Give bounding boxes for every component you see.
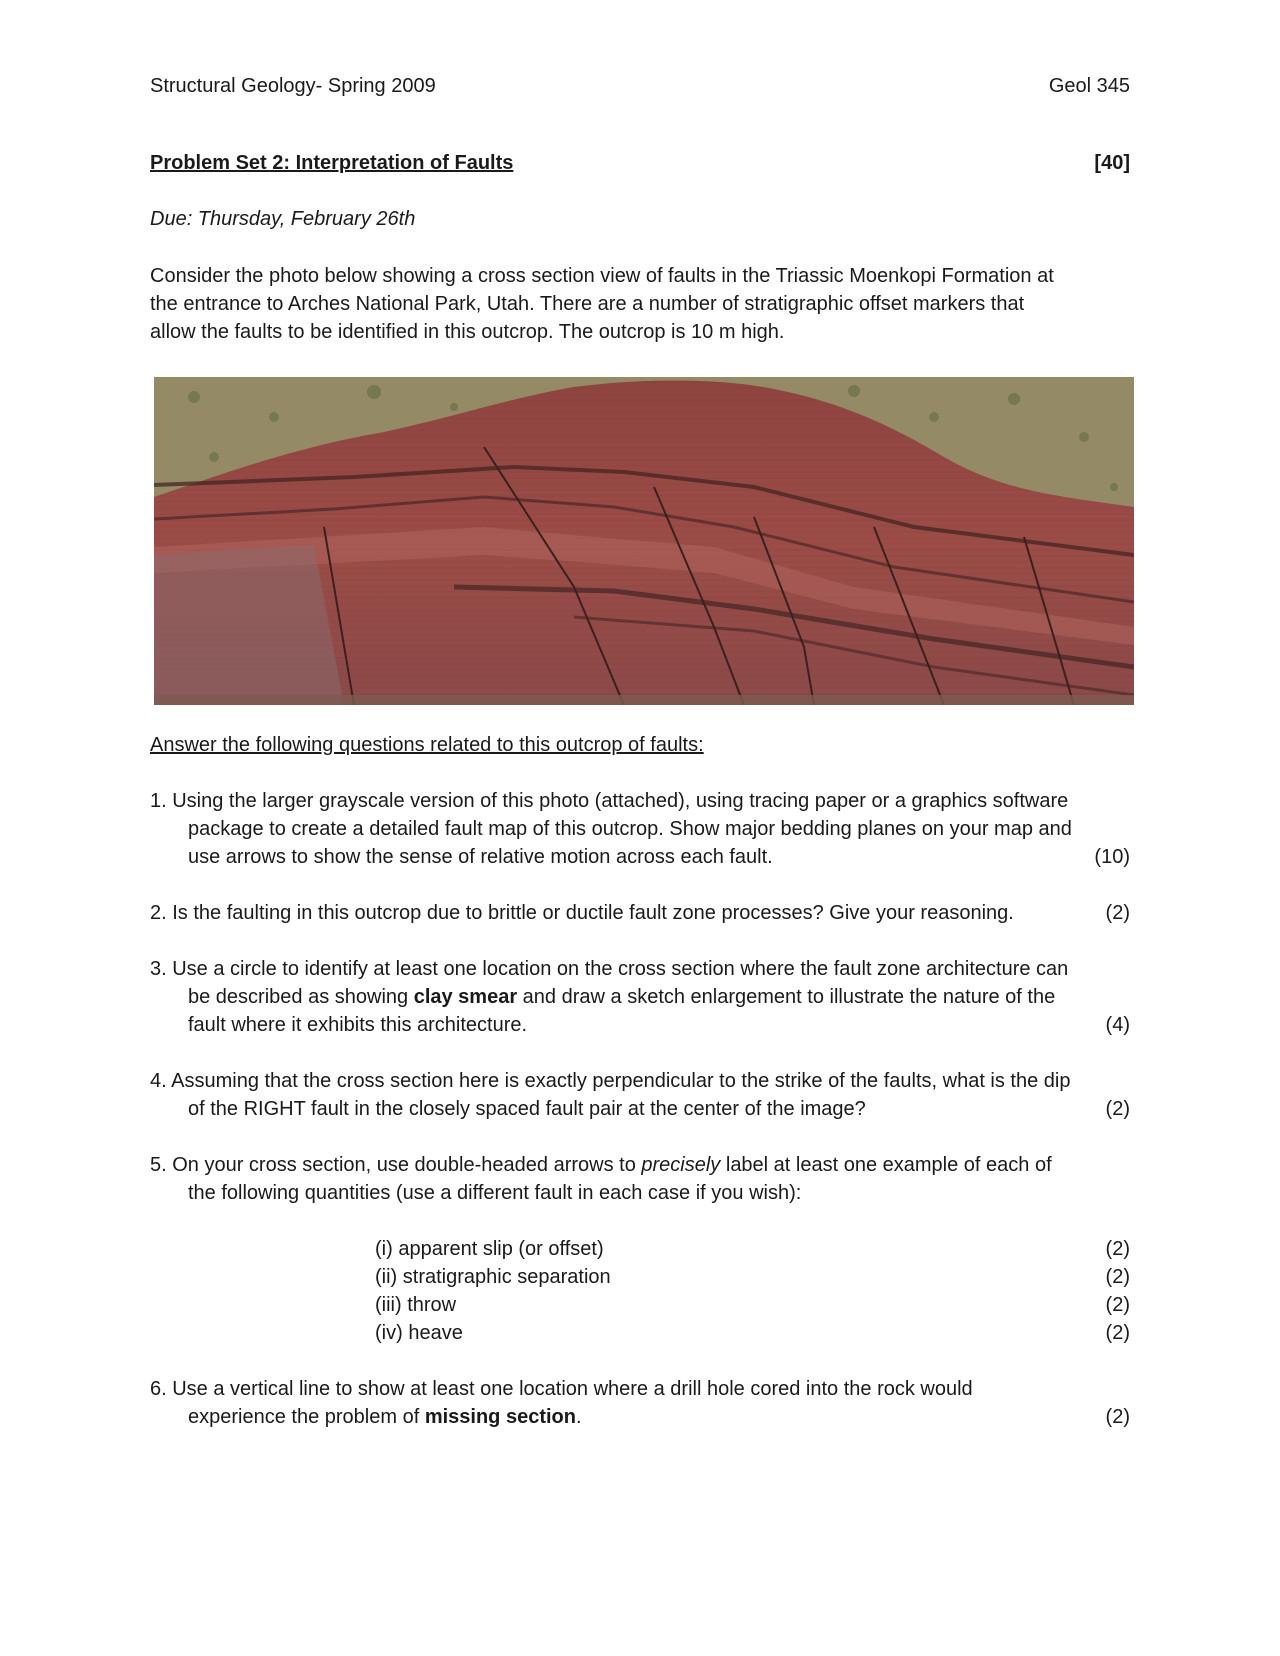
q6-line-1: 6. Use a vertical line to show at least one location where a drill hole cored into the rock would: [150, 1378, 973, 1400]
q5-line-1: [150, 1151, 1130, 1179]
q1-points: (10): [1094, 846, 1130, 868]
q3-line-2-b: and draw a sketch enlargement to illustrate the nature of the: [517, 986, 1056, 1008]
road-strip: [154, 695, 1134, 705]
q4-line-1: 4. Assuming that the cross section here is exactly perpendicular to the strike of the faults, what is the dip: [150, 1070, 1071, 1092]
q5-item: [375, 1291, 1130, 1319]
q6-line-2-b: .: [575, 1406, 582, 1428]
q5-sub-items: [375, 1235, 1130, 1347]
q6-line-2: [188, 1403, 582, 1431]
q3-line-3: fault where it exhibits this architecture.: [188, 1014, 528, 1036]
intro-paragraph: [150, 262, 1140, 346]
outcrop-photo: [154, 377, 1134, 705]
q6-line-2-a: experience the problem of: [188, 1406, 425, 1428]
q6-points: (2): [1105, 1406, 1130, 1428]
question-4: [150, 1067, 1130, 1123]
q5-item-label: (iv) heave: [375, 1322, 463, 1344]
q3-line-1: 3. Use a circle to identify at least one location on the cross section where the fault zone architecture can: [150, 958, 1069, 980]
q5-line-1-b: label at least one example of each of: [720, 1154, 1052, 1176]
q3-clay-smear: clay smear: [413, 986, 518, 1008]
due-date: Due: Thursday, February 26th: [150, 208, 416, 230]
q5-item-label: (ii) stratigraphic separation: [375, 1266, 611, 1288]
q3-points: (4): [1105, 1014, 1130, 1036]
q5-line-1-a: 5. On your cross section, use double-headed arrows to: [150, 1154, 642, 1176]
q1-line-2: package to create a detailed fault map of this outcrop. Show major bedding planes on your map and: [188, 818, 1072, 840]
page-header: [150, 72, 1130, 100]
intro-line-2: the entrance to Arches National Park, Utah. There are a number of stratigraphic offset markers that: [150, 293, 1025, 315]
q5-item-label: (i) apparent slip (or offset): [375, 1238, 604, 1260]
q5-item: [375, 1263, 1130, 1291]
q5-item-points: (2): [1105, 1322, 1130, 1344]
q2-points: (2): [1105, 902, 1130, 924]
q5-line-2: the following quantities (use a different fault in each case if you wish):: [188, 1182, 802, 1204]
questions-heading: Answer the following questions related to this outcrop of faults:: [150, 734, 704, 756]
q6-missing-section: missing section: [424, 1406, 576, 1428]
question-1: [150, 787, 1130, 871]
total-points: [40]: [1094, 152, 1130, 174]
q5-item: [375, 1319, 1130, 1347]
q1-line-3: use arrows to show the sense of relative motion across each fault.: [188, 846, 773, 868]
q2-text: 2. Is the faulting in this outcrop due to brittle or ductile fault zone processes? Give your reasoning.: [150, 902, 1014, 924]
intro-line-3: allow the faults to be identified in this outcrop. The outcrop is 10 m high.: [150, 321, 785, 343]
q5-item-points: (2): [1105, 1266, 1130, 1288]
q5-precisely: precisely: [641, 1154, 721, 1176]
q5-item-points: (2): [1105, 1294, 1130, 1316]
q4-points: (2): [1105, 1098, 1130, 1120]
q3-line-2: [150, 983, 1130, 1011]
question-2: [150, 899, 1130, 927]
question-5: [150, 1151, 1130, 1207]
intro-line-1: Consider the photo below showing a cross section view of faults in the Triassic Moenkopi Formation at: [150, 265, 1054, 287]
q4-line-2: of the RIGHT fault in the closely spaced fault pair at the center of the image?: [188, 1098, 866, 1120]
grey-block: [154, 545, 344, 705]
q5-item: [375, 1235, 1130, 1263]
title-row: [150, 149, 1130, 177]
page-title: Problem Set 2: Interpretation of Faults: [150, 152, 514, 174]
question-3: [150, 955, 1130, 1039]
q3-line-2-a: be described as showing: [188, 986, 414, 1008]
course-name: Structural Geology- Spring 2009: [150, 75, 436, 97]
question-6: [150, 1375, 1130, 1431]
course-code: Geol 345: [1048, 75, 1130, 97]
q5-item-label: (iii) throw: [375, 1294, 457, 1316]
q5-item-points: (2): [1105, 1238, 1130, 1260]
q1-line-1: 1. Using the larger grayscale version of this photo (attached), using tracing paper or a graphics software: [150, 790, 1069, 812]
